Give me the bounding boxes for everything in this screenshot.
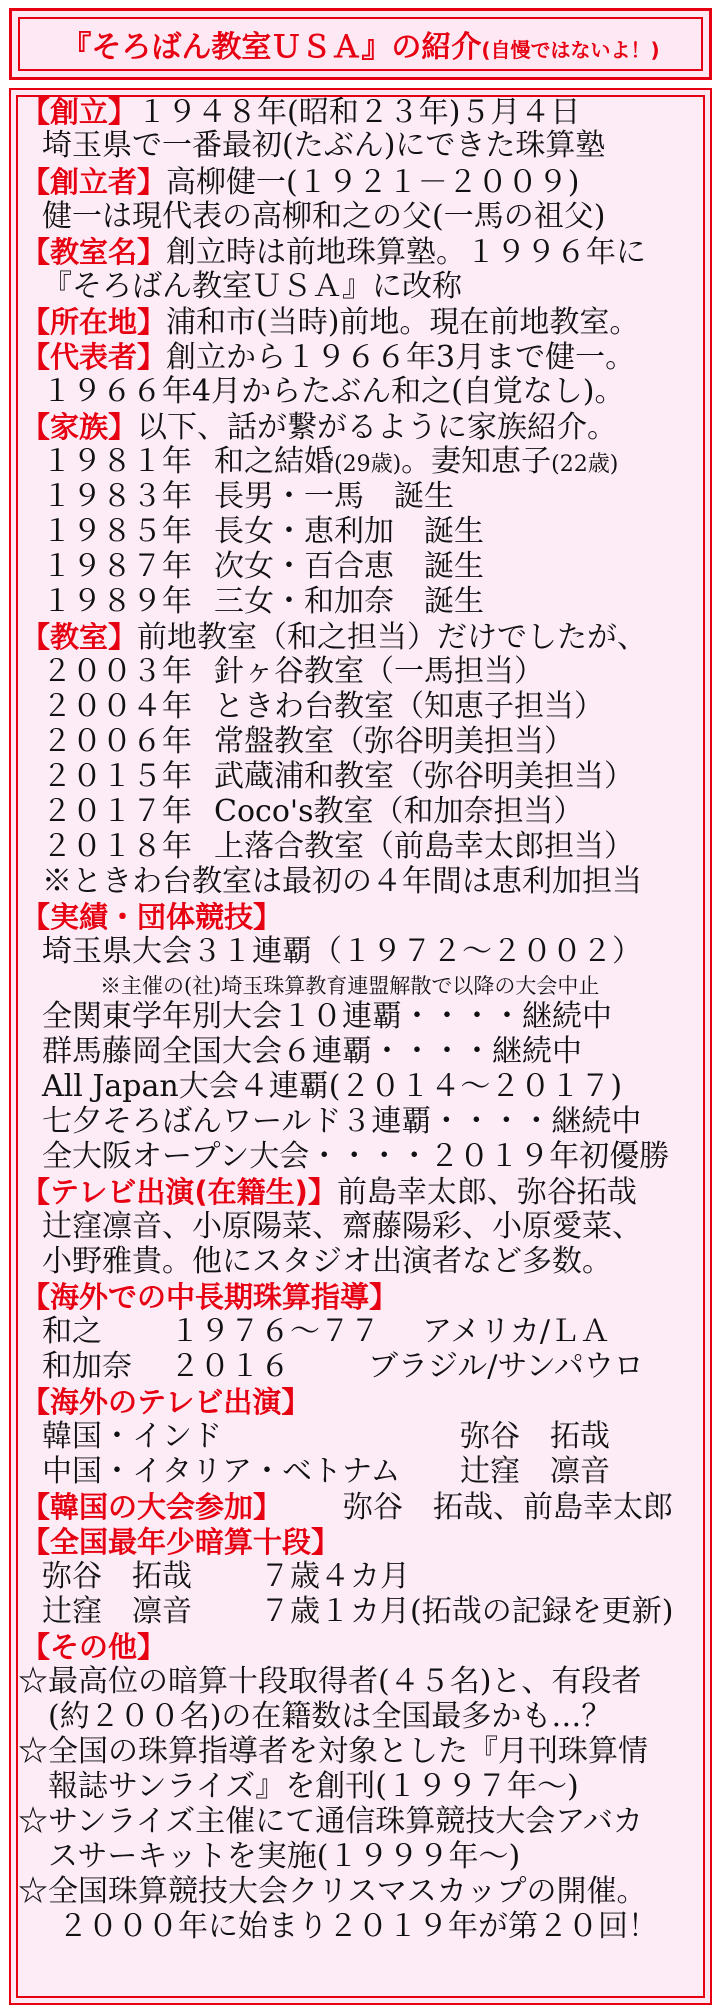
others-item-cont bbox=[48, 1699, 611, 1735]
tv-person: 辻窪 凛音 bbox=[460, 1454, 610, 1489]
page-title-main: 『そろばん教室ＵＳＡ』の紹介 bbox=[61, 30, 482, 65]
location-text: 浦和市(当時)前地。現在前地教室。 bbox=[166, 305, 640, 340]
classroom-event: ときわ台教室（知恵子担当） bbox=[214, 689, 604, 724]
school-name-line-2 bbox=[42, 269, 462, 305]
representative-line-2 bbox=[42, 374, 625, 410]
tv-text-3: 小野雅貴。他にスタジオ出演者など多数。 bbox=[42, 1244, 612, 1279]
achievement-text: 埼玉県大会３１連覇（１９７２～２００２） bbox=[42, 934, 642, 969]
classroom-row bbox=[42, 794, 584, 830]
family-event: 長女・恵利加 誕生 bbox=[214, 514, 484, 549]
representative-text-2: １９６６年4月からたぶん和之(自覚なし)。 bbox=[42, 374, 625, 409]
page-title bbox=[61, 22, 659, 66]
tv-countries: 韓国・インド bbox=[42, 1419, 222, 1454]
youngest-row bbox=[42, 1594, 673, 1630]
school-name-label: 【教室名】 bbox=[21, 235, 167, 269]
achievements-line bbox=[21, 899, 282, 935]
family-event-mid: 。妻知恵子 bbox=[401, 444, 552, 479]
achievements-label: 【実績・団体競技】 bbox=[21, 900, 283, 934]
classroom-year: ２０１５年 bbox=[42, 759, 192, 794]
teacher-name: 和之 bbox=[42, 1314, 102, 1349]
overseas-teaching-line bbox=[21, 1279, 398, 1315]
founder-line-2 bbox=[42, 199, 605, 235]
achievement-text: 七夕そろばんワールド３連覇・・・・継続中 bbox=[42, 1104, 642, 1139]
tv-person: 弥谷 拓哉 bbox=[460, 1419, 610, 1454]
family-year: １９８７年 bbox=[42, 549, 192, 584]
overseas-tv-row bbox=[42, 1454, 610, 1490]
others-item-cont bbox=[48, 1769, 579, 1805]
others-text: ☆最高位の暗算十段取得者(４５名)と、有段者 bbox=[18, 1664, 642, 1699]
classroom-row bbox=[42, 724, 574, 760]
achievement-text: 群馬藤岡全国大会６連覇・・・・継続中 bbox=[42, 1034, 582, 1069]
classrooms-note-text: ※ときわ台教室は最初の４年間は恵利加担当 bbox=[42, 864, 642, 899]
classrooms-label: 【教室】 bbox=[21, 620, 138, 654]
achievement-item bbox=[42, 999, 612, 1035]
achievement-item bbox=[42, 1034, 582, 1070]
school-name-text-2: 『そろばん教室ＵＳＡ』に改称 bbox=[42, 269, 462, 304]
others-text: ☆全国珠算競技大会クリスマスカップの開催。 bbox=[18, 1874, 647, 1909]
achievement-item bbox=[42, 1139, 669, 1175]
founder-label: 【創立者】 bbox=[21, 165, 167, 199]
others-item bbox=[18, 1874, 647, 1910]
others-item-cont bbox=[58, 1909, 658, 1945]
youngest-row bbox=[42, 1559, 410, 1595]
family-age-husband: (29歳) bbox=[334, 452, 402, 477]
youngest-note: (拓哉の記録を更新) bbox=[410, 1594, 674, 1629]
korea-label: 【韓国の大会参加】 bbox=[21, 1490, 283, 1524]
korea-text: 弥谷 拓哉、前島幸太郎 bbox=[343, 1490, 673, 1525]
family-label: 【家族】 bbox=[21, 410, 138, 444]
others-label: 【その他】 bbox=[21, 1630, 167, 1664]
family-event: 長男・一馬 誕生 bbox=[214, 479, 454, 514]
youngest-age: ７歳４カ月 bbox=[260, 1559, 410, 1594]
classroom-year: ２０１８年 bbox=[42, 829, 192, 864]
youngest-line bbox=[21, 1524, 340, 1560]
location-line bbox=[21, 304, 639, 340]
founding-line-2 bbox=[42, 128, 605, 164]
overseas-tv-line bbox=[21, 1384, 310, 1420]
others-item bbox=[18, 1804, 643, 1840]
teaching-place: ブラジル/サンパウロ bbox=[368, 1349, 644, 1384]
classroom-year: ２０１７年 bbox=[42, 794, 192, 829]
family-row bbox=[42, 549, 484, 585]
family-year: １９８３年 bbox=[42, 479, 192, 514]
school-name-text: 創立時は前地珠算塾。１９９６年に bbox=[166, 235, 647, 270]
tv-line-3 bbox=[42, 1244, 612, 1280]
teaching-place: アメリカ/ＬＡ bbox=[422, 1314, 611, 1349]
others-line bbox=[21, 1629, 166, 1665]
tv-countries: 中国・イタリア・ベトナム bbox=[42, 1454, 401, 1489]
family-age-wife: (22歳) bbox=[551, 452, 619, 477]
classrooms-line bbox=[21, 619, 647, 655]
family-row bbox=[42, 479, 454, 515]
classroom-year: ２００６年 bbox=[42, 724, 192, 759]
founding-text-2: 埼玉県で一番最初(たぶん)にできた珠算塾 bbox=[42, 128, 606, 163]
youngest-name: 弥谷 拓哉 bbox=[42, 1559, 192, 1594]
others-item bbox=[18, 1734, 648, 1770]
founder-text-2: 健一は現代表の高柳和之の父(一馬の祖父) bbox=[42, 199, 606, 234]
teacher-name: 和加奈 bbox=[42, 1349, 132, 1384]
family-year: １９８１年 bbox=[42, 444, 192, 479]
others-item-cont bbox=[48, 1839, 520, 1875]
classroom-year: ２００４年 bbox=[42, 689, 192, 724]
family-row bbox=[42, 514, 484, 550]
teaching-period: ２０１６ bbox=[170, 1349, 290, 1384]
achievement-item bbox=[42, 934, 642, 970]
tv-line bbox=[21, 1174, 637, 1210]
classroom-event: 針ヶ谷教室（一馬担当） bbox=[214, 654, 544, 689]
family-event: 和之結婚 bbox=[214, 444, 334, 479]
founding-label: 【創立】 bbox=[21, 95, 138, 129]
others-text: (約２００名)の在籍数は全国最多かも…？ bbox=[48, 1699, 612, 1734]
representative-label: 【代表者】 bbox=[21, 340, 167, 374]
representative-line bbox=[21, 339, 635, 375]
family-year: １９８５年 bbox=[42, 514, 192, 549]
content-panel bbox=[9, 88, 712, 2005]
achievement-item bbox=[42, 1104, 641, 1140]
family-row bbox=[42, 584, 484, 620]
classroom-row bbox=[42, 654, 544, 690]
tv-text: 前島幸太郎、弥谷拓哉 bbox=[336, 1175, 637, 1210]
content-panel-inner bbox=[16, 95, 705, 1998]
others-item bbox=[18, 1664, 641, 1700]
overseas-tv-label: 【海外のテレビ出演】 bbox=[21, 1385, 311, 1419]
family-event: 次女・百合恵 誕生 bbox=[214, 549, 484, 584]
overseas-tv-row bbox=[42, 1419, 610, 1455]
overseas-teaching-label: 【海外での中長期珠算指導】 bbox=[21, 1280, 399, 1314]
others-text: ☆サンライズ主催にて通信珠算競技大会アバカ bbox=[18, 1804, 643, 1839]
location-label: 【所在地】 bbox=[21, 305, 167, 339]
overseas-teaching-row bbox=[42, 1349, 644, 1385]
teaching-period: １９７６～７７ bbox=[170, 1314, 380, 1349]
classroom-row bbox=[42, 689, 604, 725]
classroom-event: 上落合教室（前島幸太郎担当） bbox=[214, 829, 634, 864]
founding-line bbox=[21, 94, 580, 130]
family-year: １９８９年 bbox=[42, 584, 192, 619]
overseas-teaching-row bbox=[42, 1314, 610, 1350]
representative-text: 創立から１９６６年3月まで健一。 bbox=[166, 340, 636, 375]
family-text: 以下、話が繋がるように家族紹介。 bbox=[137, 410, 618, 445]
title-banner bbox=[9, 8, 712, 80]
achievement-note-text: ※主催の(社)埼玉珠算教育連盟解散で以降の大会中止 bbox=[100, 974, 600, 998]
korea-line bbox=[21, 1489, 673, 1525]
achievement-text: All Japan大会４連覇(２０１４～２０１７) bbox=[42, 1069, 623, 1104]
youngest-age: ７歳１カ月 bbox=[260, 1594, 410, 1629]
classroom-event: 武蔵浦和教室（弥谷明美担当） bbox=[214, 759, 634, 794]
tv-line-2 bbox=[42, 1209, 642, 1245]
classroom-row bbox=[42, 829, 634, 865]
page-title-sub: (自慢ではないよ！) bbox=[481, 38, 660, 62]
founding-text: １９４８年(昭和２３年)５月４日 bbox=[137, 95, 581, 130]
school-name-line bbox=[21, 234, 646, 270]
family-line bbox=[21, 409, 617, 445]
founder-text: 高柳健一(１９２１－２００９) bbox=[166, 165, 580, 200]
classrooms-text: 前地教室（和之担当）だけでしたが、 bbox=[137, 620, 648, 655]
youngest-name: 辻窪 凛音 bbox=[42, 1594, 192, 1629]
achievement-text: 全大阪オープン大会・・・・２０１９年初優勝 bbox=[42, 1139, 670, 1174]
others-text: 報誌サンライズ』を創刊(１９９７年～) bbox=[48, 1769, 579, 1804]
achievement-text: 全関東学年別大会１０連覇・・・・継続中 bbox=[42, 999, 612, 1034]
title-banner-inner bbox=[18, 17, 703, 71]
family-event: 三女・和加奈 誕生 bbox=[214, 584, 484, 619]
youngest-label: 【全国最年少暗算十段】 bbox=[21, 1525, 341, 1559]
classroom-event: Coco's教室（和加奈担当） bbox=[214, 794, 584, 829]
others-text: ☆全国の珠算指導者を対象とした『月刊珠算情 bbox=[18, 1734, 648, 1769]
family-row bbox=[42, 444, 618, 480]
tv-label: 【テレビ出演(在籍生)】 bbox=[21, 1175, 337, 1209]
others-text: ２０００年に始まり２０１９年が第２０回！ bbox=[58, 1909, 658, 1944]
achievement-item bbox=[42, 1069, 622, 1105]
classroom-event: 常盤教室（弥谷明美担当） bbox=[214, 724, 574, 759]
tv-text-2: 辻窪凛音、小原陽菜、齋藤陽彩、小原愛菜、 bbox=[42, 1209, 642, 1244]
others-text: スサーキットを実施(１９９９年～) bbox=[48, 1839, 521, 1874]
achievement-note bbox=[100, 969, 599, 999]
classrooms-note bbox=[42, 864, 642, 900]
classroom-year: ２００３年 bbox=[42, 654, 192, 689]
classroom-row bbox=[42, 759, 634, 795]
founder-line bbox=[21, 164, 579, 200]
